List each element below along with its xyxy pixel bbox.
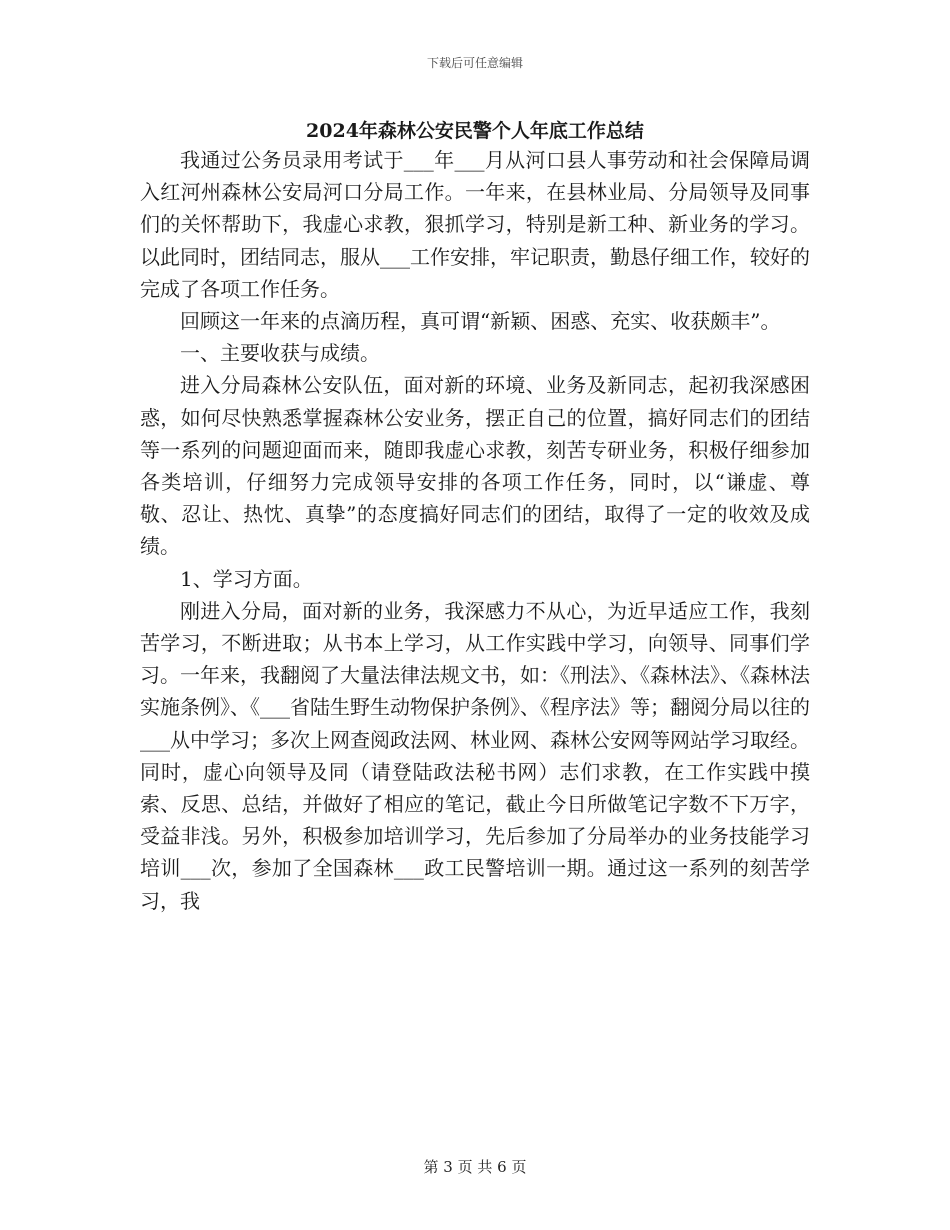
paragraph-intro: 我通过公务员录用考试于___年___月从河口县人事劳动和社会保障局调入红河州森林公安局河口分局工作。一年来，在县林业局、分局领导及同事们的关怀帮助下，我虚心求教，狠抓学习，特别是新工种、新业务的学习。以此同时，团结同志，服从___工作安排，牢记职责，勤恳仔细工作，较好的完成了各项工作任务。 <box>140 148 810 301</box>
paragraph-achievements: 进入分局森林公安队伍，面对新的环境、业务及新同志，起初我深感困惑，如何尽快熟悉掌握森林公安业务，摆正自己的位置，搞好同志们的团结等一系列的问题迎面而来，随即我虚心求教，刻苦专研业务，积极仔细参加各类培训，仔细努力完成领导安排的各项工作任务，同时，以“谦虚、尊敬、忍让、热忱、真挚”的态度搞好同志们的团结，取得了一定的收效及成绩。 <box>140 373 810 559</box>
document-title: 2024年森林公安民警个人年底工作总结 <box>306 120 644 142</box>
paragraph-study: 刚进入分局，面对新的业务，我深感力不从心，为近早适应工作，我刻苦学习，不断进取；从书本上学习，从工作实践中学习，向领导、同事们学习。一年来，我翻阅了大量法律法规文书，如：《刑法》、《森林法》、《森林法实施条例》、《___省陆生野生动物保护条例》、《程序法》等；翻阅分局以往的___从中学习；多次上网查阅政法网、林业网、森林公安网等网站学习取经。同时，虚心向领导及同（请登陆政法秘书网）志们求教，在工作实践中摸索、反思、总结，并做好了相应的笔记，截止今日所做笔记字数不下万字，受益非浅。另外，积极参加培训学习，先后参加了分局举办的业务技能学习培训___次，参加了全国森林___政工民警培训一期。通过这一系列的刻苦学习，我 <box>140 598 810 913</box>
section-heading-achievements: 一、主要收获与成绩。 <box>180 341 380 366</box>
subsection-heading-study: 1、学习方面。 <box>180 566 313 591</box>
document-body <box>140 144 810 917</box>
page-number-footer: 第 3 页 共 6 页 <box>423 1158 527 1176</box>
page-header-note: 下载后可任意编辑 <box>426 56 523 70</box>
paragraph-review: 回顾这一年来的点滴历程，真可谓“新颖、困惑、充实、收获颇丰”。 <box>180 309 781 334</box>
